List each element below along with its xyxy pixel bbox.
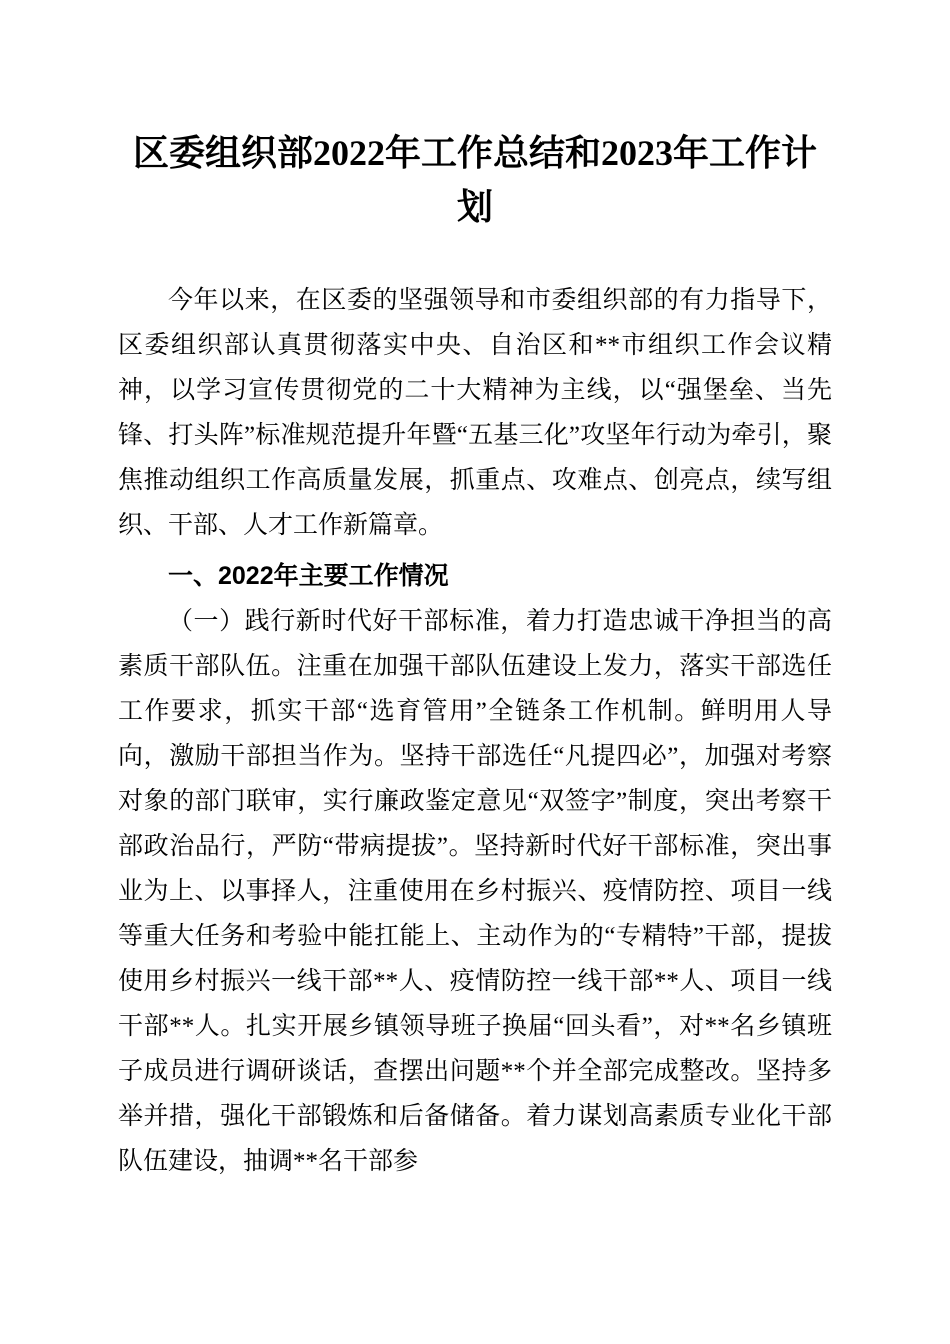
- body-paragraph: （一）践行新时代好干部标准，着力打造忠诚干净担当的高素质干部队伍。注重在加强干部队伍建设上发力，落实干部选任工作要求，抓实干部“选育管用”全链条工作机制。鲜明用人导向，激励干部担当作为。坚持干部选任“凡提四必”，加强对考察对象的部门联审，实行廉政鉴定意见“双签字”制度，突出考察干部政治品行，严防“带病提拔”。坚持新时代好干部标准，突出事业为上、以事择人，注重使用在乡村振兴、疫情防控、项目一线等重大任务和考验中能扛能上、主动作为的“专精特”干部，提拔使用乡村振兴一线干部**人、疫情防控一线干部**人、项目一线干部**人。扎实开展乡镇领导班子换届“回头看”，对**名乡镇班子成员进行调研谈话，查摆出问题**个并全部完成整改。坚持多举并措，强化干部锻炼和后备储备。着力谋划高素质专业化干部队伍建设，抽调**名干部参: [118, 608, 832, 1175]
- section-heading: 一、2022年主要工作情况: [168, 562, 449, 590]
- intro-paragraph: 今年以来，在区委的坚强领导和市委组织部的有力指导下，区委组织部认真贯彻落实中央、自治区和**市组织工作会议精神，以学习宣传贯彻党的二十大精神为主线，以“强堡垒、当先锋、打头阵”标准规范提升年暨“五基三化”攻坚年行动为牵引，聚焦推动组织工作高质量发展，抓重点、攻难点、创亮点，续写组织、干部、人才工作新篇章。: [118, 287, 832, 539]
- document-title: 区委组织部2022年工作总结和2023年工作计划: [132, 133, 817, 227]
